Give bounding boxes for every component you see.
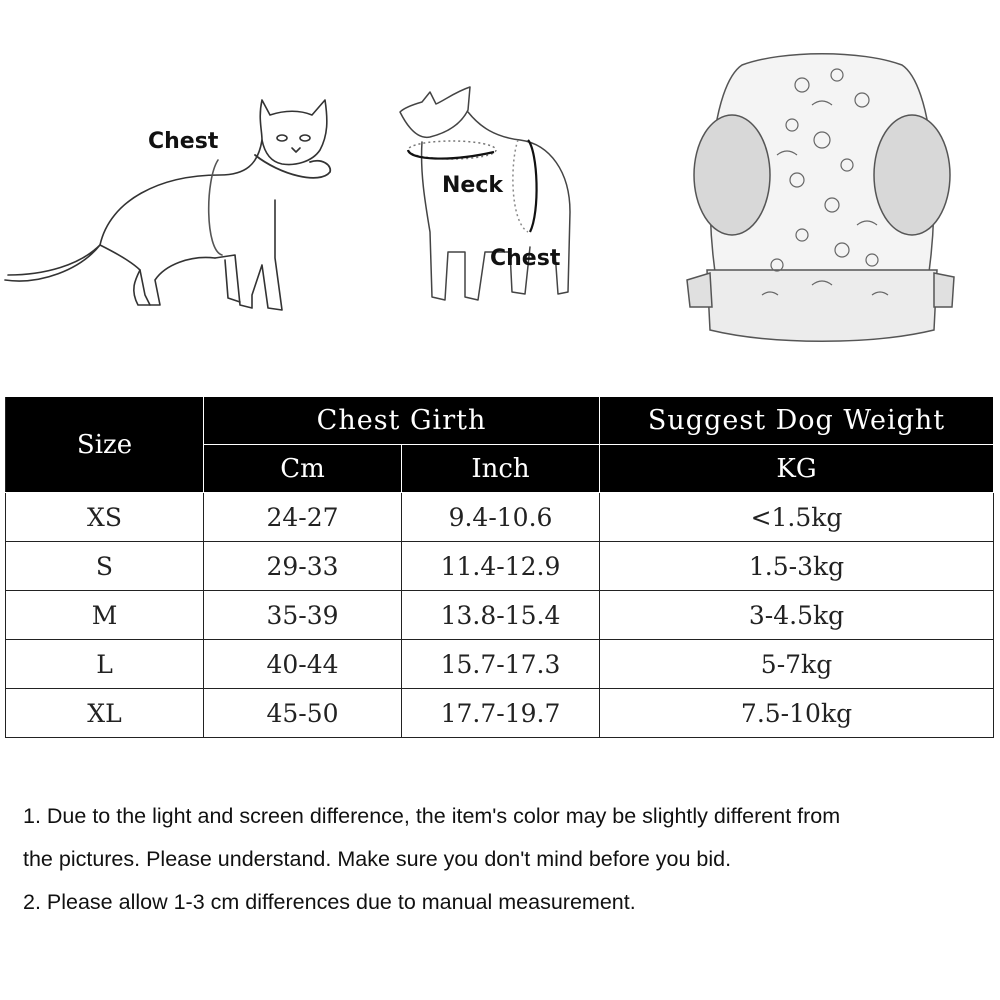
notes-section <box>23 795 983 924</box>
table-row <box>6 493 994 542</box>
subheader-cm: Cm <box>204 445 402 493</box>
cell-size: M <box>6 591 204 640</box>
cat-chest-label: Chest <box>148 129 219 154</box>
cell-cm: 40-44 <box>204 640 402 689</box>
note-line-3: 2. Please allow 1-3 cm differences due to manual measurement. <box>23 890 636 914</box>
size-chart-table <box>5 396 994 738</box>
note-line-2: the pictures. Please understand. Make sure you don't mind before you bid. <box>23 847 732 871</box>
cell-size: XL <box>6 689 204 738</box>
header-chest-girth: Chest Girth <box>204 397 600 445</box>
illustration-strip <box>0 0 1000 380</box>
table-row <box>6 542 994 591</box>
cell-kg: 7.5-10kg <box>600 689 994 738</box>
dog-chest-label: Chest <box>490 246 561 271</box>
cell-inch: 17.7-19.7 <box>402 689 600 738</box>
cell-kg: 5-7kg <box>600 640 994 689</box>
cell-inch: 11.4-12.9 <box>402 542 600 591</box>
header-weight: Suggest Dog Weight <box>600 397 994 445</box>
cell-inch: 13.8-15.4 <box>402 591 600 640</box>
cell-size: S <box>6 542 204 591</box>
cell-cm: 24-27 <box>204 493 402 542</box>
cell-inch: 15.7-17.3 <box>402 640 600 689</box>
cell-cm: 29-33 <box>204 542 402 591</box>
note-line-1: 1. Due to the light and screen difference, the item's color may be slightly different from <box>23 804 841 828</box>
harness-illustration <box>672 45 972 365</box>
cell-cm: 45-50 <box>204 689 402 738</box>
subheader-kg: KG <box>600 445 994 493</box>
table-row <box>6 591 994 640</box>
cell-kg: <1.5kg <box>600 493 994 542</box>
cell-kg: 3-4.5kg <box>600 591 994 640</box>
header-size: Size <box>6 397 204 493</box>
subheader-inch: Inch <box>402 445 600 493</box>
cell-kg: 1.5-3kg <box>600 542 994 591</box>
table-row <box>6 689 994 738</box>
cell-inch: 9.4-10.6 <box>402 493 600 542</box>
table-row <box>6 640 994 689</box>
dog-illustration <box>390 82 590 322</box>
cell-size: L <box>6 640 204 689</box>
dog-neck-label: Neck <box>442 173 504 198</box>
cell-size: XS <box>6 493 204 542</box>
cat-illustration <box>0 80 340 410</box>
cell-cm: 35-39 <box>204 591 402 640</box>
